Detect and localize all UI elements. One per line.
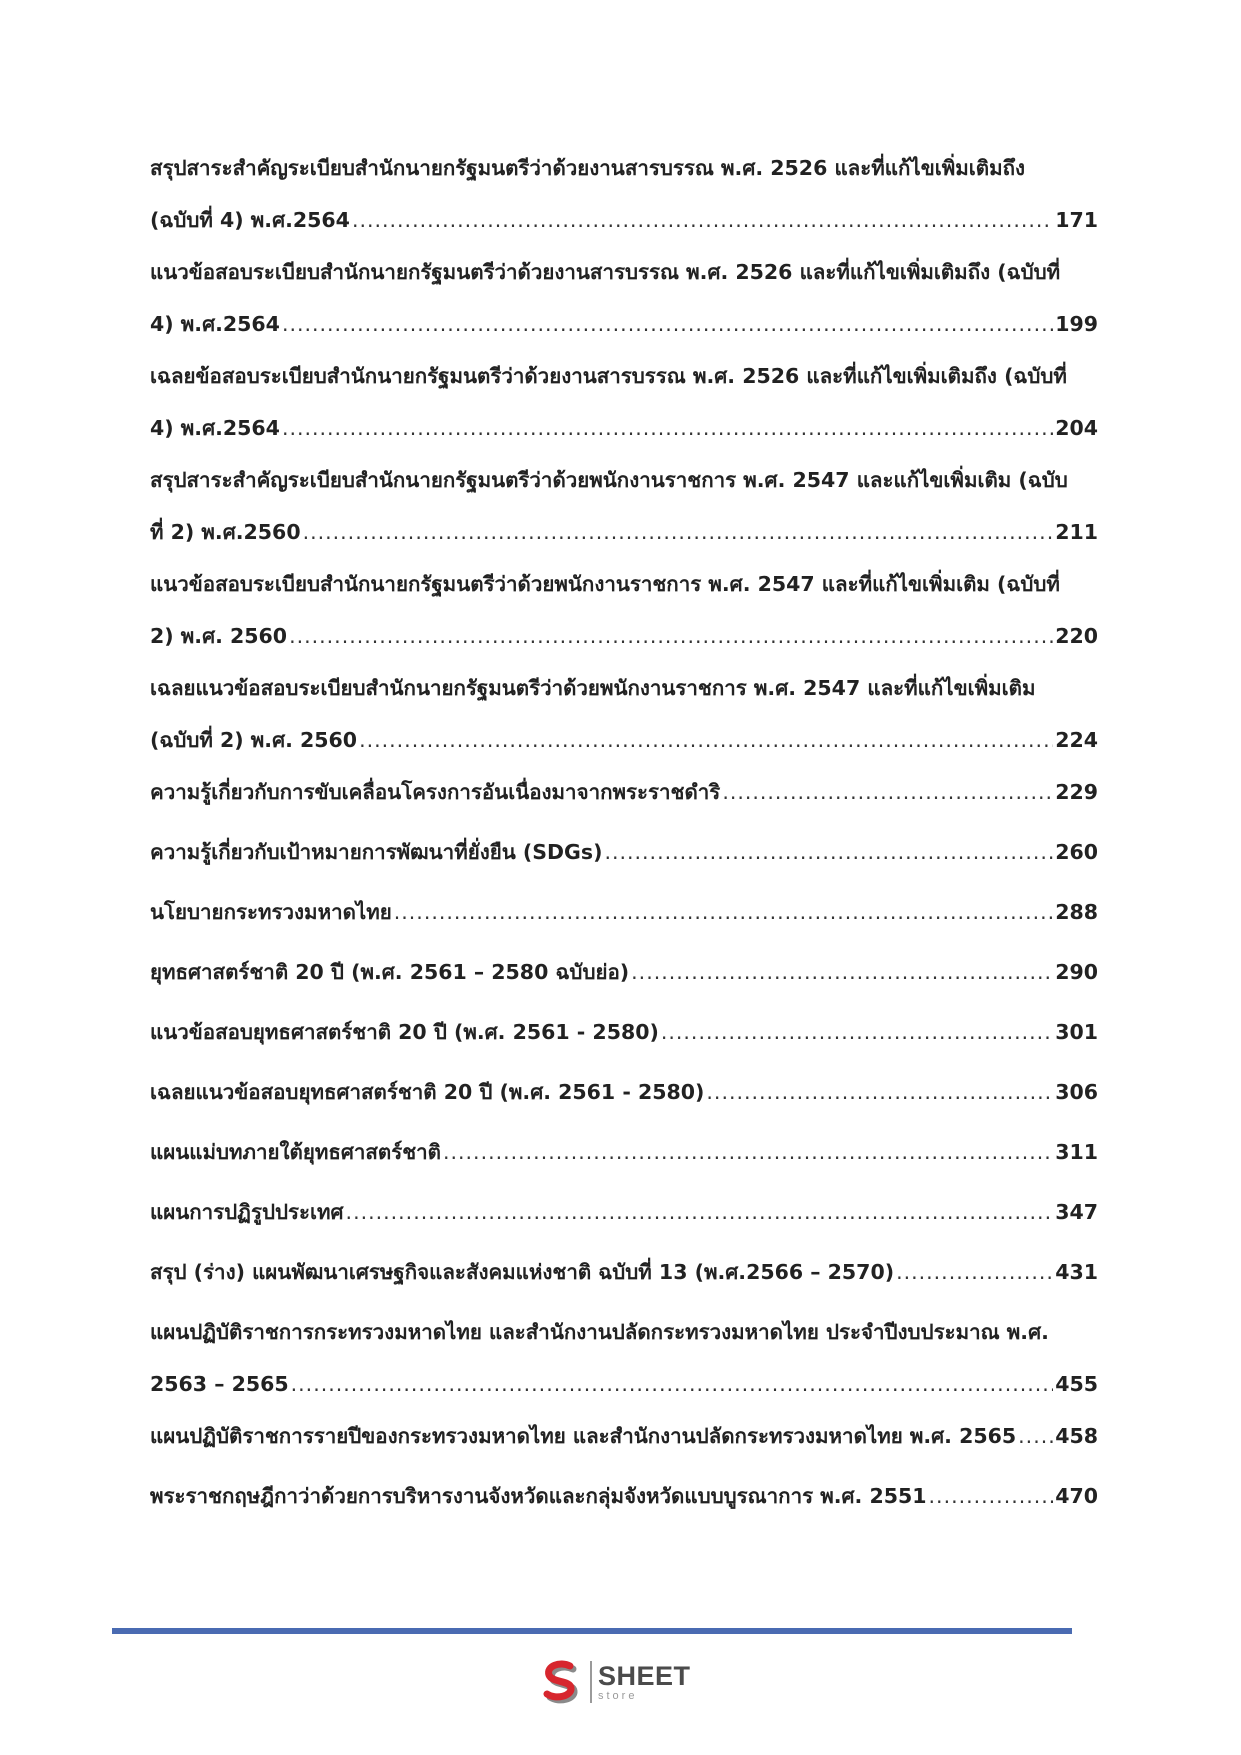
toc-entry-title-line-2: ที่ 2) พ.ศ.2560 [150, 520, 301, 544]
toc-entry[interactable] [150, 662, 1098, 766]
dot-leader [661, 1006, 1053, 1058]
toc-entry[interactable] [150, 1470, 1098, 1530]
toc-entry-title-line-1: สรุปสาระสำคัญระเบียบสำนักนายกรัฐมนตรีว่าด้วยงานสารบรรณ พ.ศ. 2526 และที่แก้ไขเพิ่มเติมถึง [150, 156, 1026, 180]
dot-leader [303, 506, 1054, 558]
toc-entry[interactable] [150, 826, 1098, 886]
toc-page-number: 220 [1055, 624, 1098, 648]
toc-entry[interactable] [150, 1066, 1098, 1126]
dot-leader [282, 298, 1053, 350]
toc-entry-title-line-1: แนวข้อสอบระเบียบสำนักนายกรัฐมนตรีว่าด้วยงานสารบรรณ พ.ศ. 2526 และที่แก้ไขเพิ่มเติมถึง (ฉบับที่ [150, 260, 1061, 284]
toc-page-number: 288 [1055, 900, 1098, 924]
dot-leader [291, 1358, 1054, 1410]
toc-entry-title: พระราชกฤษฎีกาว่าด้วยการบริหารงานจังหวัดและกลุ่มจังหวัดแบบบูรณาการ พ.ศ. 2551 [150, 1484, 927, 1508]
toc-entry[interactable] [150, 886, 1098, 946]
toc-page-number: 301 [1055, 1020, 1098, 1044]
toc-entry-title: ยุทธศาสตร์ชาติ 20 ปี (พ.ศ. 2561 – 2580 ฉบับย่อ) [150, 960, 630, 984]
dot-leader [722, 766, 1053, 818]
toc-entry-title-line-1: แผนปฏิบัติราชการกระทรวงมหาดไทย และสำนักงานปลัดกระทรวงมหาดไทย ประจำปีงบประมาณ พ.ศ. [150, 1320, 1049, 1344]
toc-entry-title: แผนแม่บทภายใต้ยุทธศาสตร์ชาติ [150, 1140, 441, 1164]
dot-leader [604, 826, 1053, 878]
logo-divider [590, 1661, 592, 1703]
toc-entry[interactable] [150, 142, 1098, 246]
toc-entry-title: ความรู้เกี่ยวกับการขับเคลื่อนโครงการอันเนื่องมาจากพระราชดำริ [150, 780, 721, 804]
dot-leader [706, 1066, 1053, 1118]
toc-page-number: 171 [1055, 208, 1098, 232]
toc-entry[interactable] [150, 1126, 1098, 1186]
toc-entry-title-line-2: (ฉบับที่ 2) พ.ศ. 2560 [150, 728, 358, 752]
toc-page-number: 311 [1055, 1140, 1098, 1164]
toc-entry-title-line-1: เฉลยข้อสอบระเบียบสำนักนายกรัฐมนตรีว่าด้วยงานสารบรรณ พ.ศ. 2526 และที่แก้ไขเพิ่มเติมถึง (ฉบับที่ [150, 364, 1067, 388]
footer-rule [112, 1628, 1072, 1634]
dot-leader [352, 194, 1053, 246]
toc-entry-title-line-2: 2) พ.ศ. 2560 [150, 624, 288, 648]
toc-entry-title: นโยบายกระทรวงมหาดไทย [150, 900, 392, 924]
toc-entry[interactable] [150, 350, 1098, 454]
dot-leader [443, 1126, 1053, 1178]
toc-entry-title-line-1: สรุปสาระสำคัญระเบียบสำนักนายกรัฐมนตรีว่าด้วยพนักงานราชการ พ.ศ. 2547 และแก้ไขเพิ่มเติม (ฉบับ [150, 468, 1068, 492]
sheet-store-logo [540, 1656, 715, 1708]
dot-leader [631, 946, 1053, 998]
toc-entry-title: ความรู้เกี่ยวกับเป้าหมายการพัฒนาที่ยั่งยืน (SDGs) [150, 840, 603, 864]
dot-leader [359, 714, 1053, 766]
toc-page-number: 306 [1055, 1080, 1098, 1104]
toc-entry-title-line-2: 4) พ.ศ.2564 [150, 312, 280, 336]
toc-entry[interactable] [150, 246, 1098, 350]
toc-entry[interactable] [150, 1306, 1098, 1410]
toc-page-number: 431 [1055, 1260, 1098, 1284]
sheet-store-logo-icon [540, 1658, 586, 1706]
toc-entry[interactable] [150, 1246, 1098, 1306]
toc-page-number: 455 [1055, 1372, 1098, 1396]
dot-leader [282, 402, 1053, 454]
toc-entry-title-line-2: (ฉบับที่ 4) พ.ศ.2564 [150, 208, 350, 232]
toc-entry[interactable] [150, 946, 1098, 1006]
toc-entry-title: เฉลยแนวข้อสอบยุทธศาสตร์ชาติ 20 ปี (พ.ศ. 2561 - 2580) [150, 1080, 705, 1104]
table-of-contents [150, 142, 1098, 1530]
toc-entry-title: สรุป (ร่าง) แผนพัฒนาเศรษฐกิจและสังคมแห่งชาติ ฉบับที่ 13 (พ.ศ.2566 – 2570) [150, 1260, 895, 1284]
toc-entry-title: แผนการปฏิรูปประเทศ [150, 1200, 344, 1224]
toc-page-number: 199 [1055, 312, 1098, 336]
toc-entry-title-line-2: 2563 – 2565 [150, 1372, 289, 1396]
logo-brand-text: SHEET [598, 1660, 691, 1691]
logo-wordmark [598, 1660, 691, 1702]
toc-entry[interactable] [150, 1006, 1098, 1066]
logo-sub-text: store [598, 1689, 638, 1702]
toc-entry-title: แนวข้อสอบยุทธศาสตร์ชาติ 20 ปี (พ.ศ. 2561 - 2580) [150, 1020, 659, 1044]
toc-entry[interactable] [150, 454, 1098, 558]
toc-page-number: 470 [1055, 1484, 1098, 1508]
dot-leader [394, 886, 1053, 938]
toc-page-number: 229 [1055, 780, 1098, 804]
dot-leader [1018, 1410, 1053, 1462]
toc-page-number: 204 [1055, 416, 1098, 440]
toc-entry-title-line-2: 4) พ.ศ.2564 [150, 416, 280, 440]
dot-leader [289, 610, 1053, 662]
toc-page-number: 347 [1055, 1200, 1098, 1224]
dot-leader [929, 1470, 1054, 1522]
toc-entry-title-line-1: เฉลยแนวข้อสอบระเบียบสำนักนายกรัฐมนตรีว่าด้วยพนักงานราชการ พ.ศ. 2547 และที่แก้ไขเพิ่มเติม [150, 676, 1036, 700]
toc-page-number: 224 [1055, 728, 1098, 752]
toc-page-number: 211 [1055, 520, 1098, 544]
toc-entry[interactable] [150, 1410, 1098, 1470]
dot-leader [896, 1246, 1053, 1298]
toc-page-number: 458 [1055, 1424, 1098, 1448]
toc-entry-title: แผนปฏิบัติราชการรายปีของกระทรวงมหาดไทย และสำนักงานปลัดกระทรวงมหาดไทย พ.ศ. 2565 [150, 1424, 1017, 1448]
toc-page-number: 260 [1055, 840, 1098, 864]
toc-entry[interactable] [150, 558, 1098, 662]
toc-entry[interactable] [150, 766, 1098, 826]
toc-page-number: 290 [1055, 960, 1098, 984]
dot-leader [346, 1186, 1054, 1238]
toc-entry-title-line-1: แนวข้อสอบระเบียบสำนักนายกรัฐมนตรีว่าด้วยพนักงานราชการ พ.ศ. 2547 และที่แก้ไขเพิ่มเติม (ฉบับที่ [150, 572, 1060, 596]
toc-entry[interactable] [150, 1186, 1098, 1246]
